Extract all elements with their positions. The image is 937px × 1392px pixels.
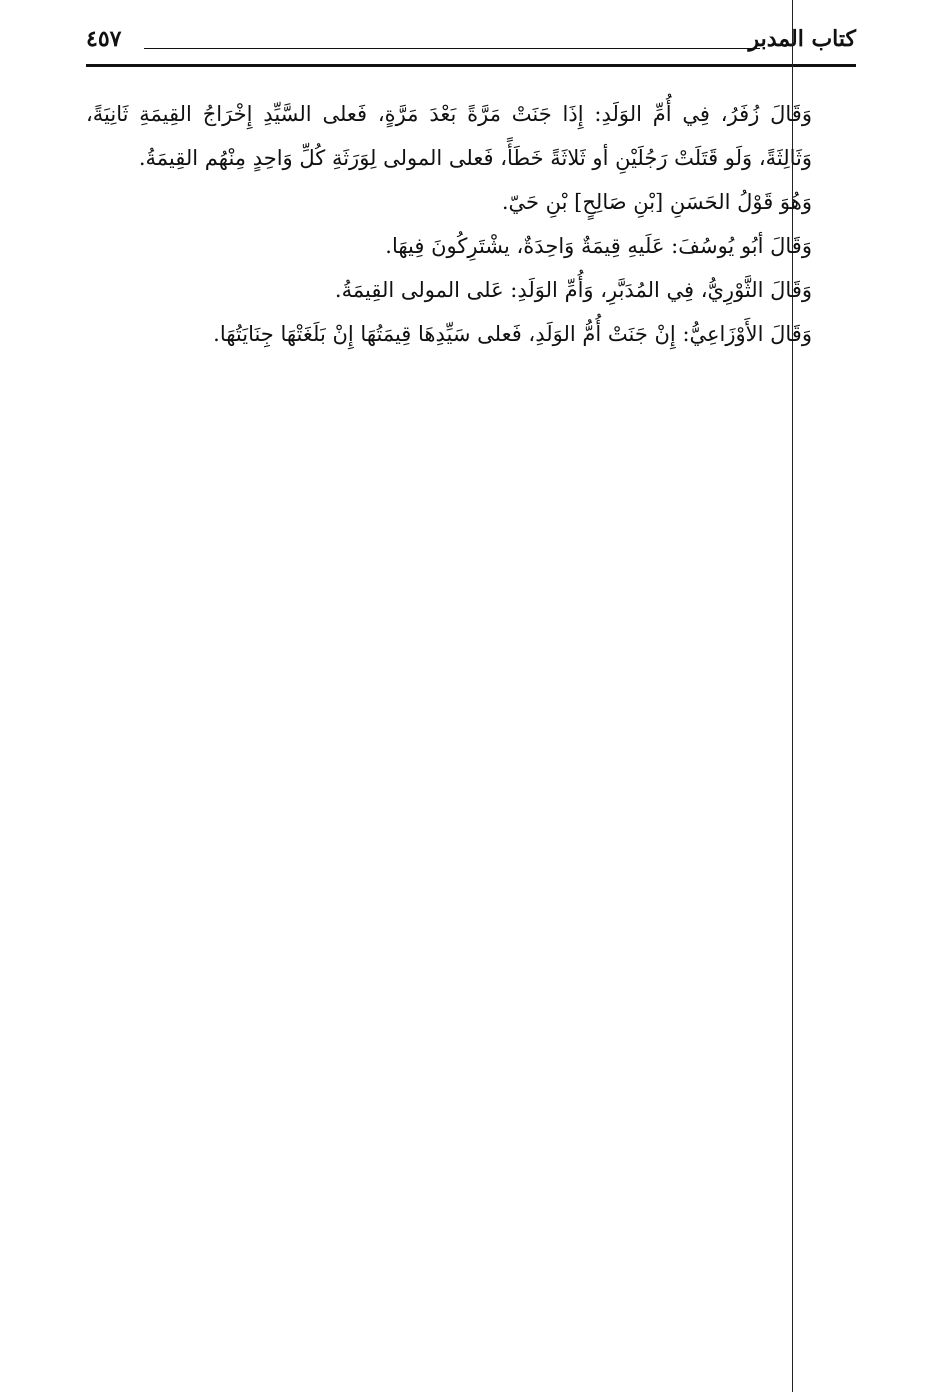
page-header xyxy=(86,22,856,62)
running-title: كتاب المدبر xyxy=(748,26,856,52)
paragraph-abu-yusuf: وَقَالَ أبُو يُوسُفَ: عَلَيهِ قِيمَةٌ وَاحِدَةٌ، يشْتَرِكُونَ فِيهَا. xyxy=(385,234,812,258)
page-number: ٤٥٧ xyxy=(86,26,122,52)
paragraph-thawri: وَقَالَ الثَّوْرِيُّ، فِي المُدَبَّرِ، وَأُمِّ الوَلَدِ: عَلى المولى القِيمَةُ. xyxy=(334,278,812,302)
paragraph-hasan: وَهُوَ قَوْلُ الحَسَنِ [بْنِ صَالِحٍ] بْنِ حَيّ. xyxy=(501,190,812,214)
paragraph-zufar: وَقَالَ زُفَرُ، فِي أُمِّ الوَلَدِ: إِذَا جَنَتْ مَرَّةً بَعْدَ مَرَّةٍ، فَعلى السَّيِّدِ إِخْرَاجُ القِيمَةِ ثَانِيَةً، وَثَالِثَةً، وَلَو قَتَلَتْ رَجُلَيْنِ أو ثَلاثَةً خَطَأً، فَعلى المولى لِوَرَثَةِ كُلِّ وَاحِدٍ مِنْهُم القِيمَةُ. xyxy=(86,102,812,170)
header-leader-line xyxy=(144,48,760,49)
body-text xyxy=(86,92,812,356)
paragraph-awzai: وَقَالَ الأَوْزَاعِيُّ: إِنْ جَنَتْ أُمُّ الوَلَدِ، فَعلى سَيِّدِهَا قِيمَتُهَا إِنْ بَلَغَتْهَا جِنَايَتُهَا. xyxy=(213,322,812,346)
header-rule xyxy=(86,64,856,67)
